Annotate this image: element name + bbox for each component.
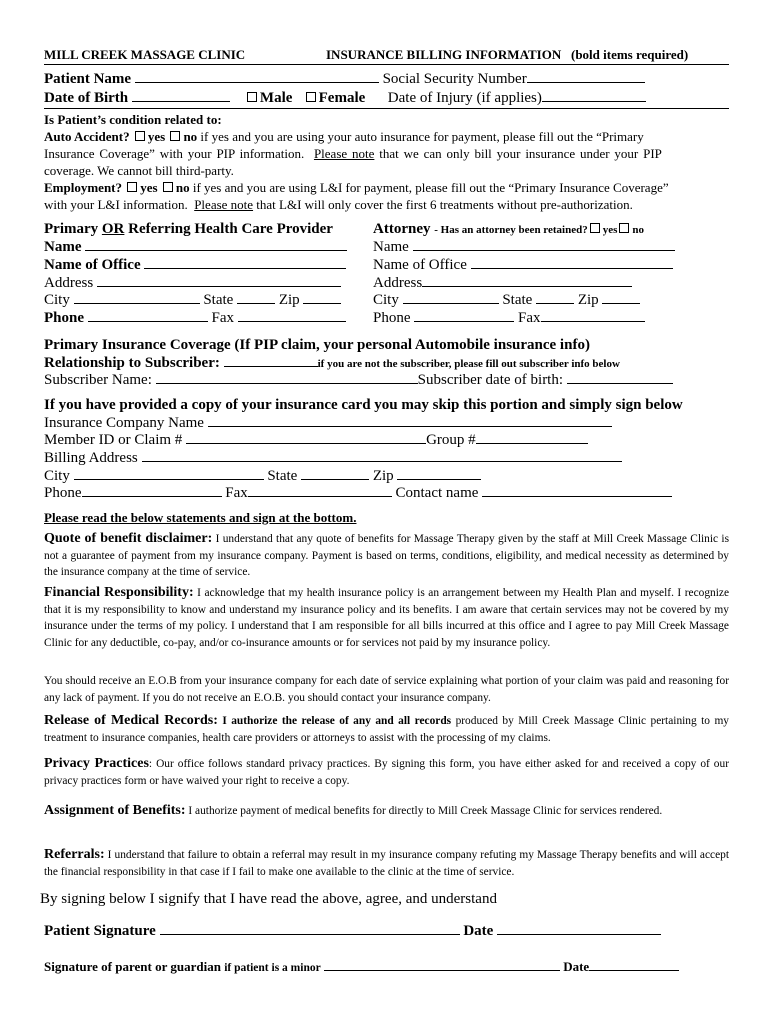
member-field[interactable] [186, 432, 426, 444]
member-label: Member ID or Claim # [44, 432, 183, 448]
attorney-phone-label: Phone [373, 310, 411, 326]
header-rule [44, 64, 729, 65]
contact-label: Contact name [395, 485, 479, 501]
guardian-signature-label: Signature of parent or guardian [44, 959, 221, 974]
patient-rule [44, 108, 729, 109]
clinic-name: MILL CREEK MASSAGE CLINIC [44, 47, 246, 62]
auto-instructions-2: Insurance Coverage” with your PIP information. Please note that we can only bill your insurance under your PIP [44, 146, 662, 161]
provider-heading: Primary OR Referring Health Care Provider [44, 221, 333, 237]
attorney-state-field[interactable] [536, 292, 574, 304]
provider-state-label: State [203, 292, 234, 308]
relationship-field[interactable] [224, 355, 318, 367]
patient-signature-label: Patient Signature [44, 923, 156, 939]
attorney-city-row [373, 292, 640, 309]
male-label: Male [259, 90, 293, 106]
relationship-row [44, 355, 620, 372]
provider-fax-field[interactable] [238, 310, 346, 322]
billing-label: Billing Address [44, 450, 138, 466]
provider-office-field[interactable] [144, 257, 346, 269]
attorney-office-field[interactable] [471, 257, 673, 269]
group-label: Group # [426, 432, 476, 448]
auto-accident-label: Auto Accident? [44, 129, 130, 144]
company-label: Insurance Company Name [44, 415, 204, 431]
patient-name-field[interactable] [135, 71, 379, 83]
dob-field[interactable] [132, 90, 230, 102]
coverage-heading: Primary Insurance Coverage (If PIP claim, your personal Automobile insurance info) [44, 337, 590, 353]
emp-instructions-1: if yes and you are using L&I for payment, please fill out the “Primary Insurance Coverage” [192, 180, 669, 195]
attorney-city-label: City [373, 292, 399, 308]
card-state-field[interactable] [301, 468, 369, 480]
attorney-phone-field[interactable] [414, 310, 514, 322]
attorney-fax-label: Fax [518, 310, 541, 326]
card-heading: If you have provided a copy of your insurance card you may skip this portion and simply sign below [44, 397, 683, 413]
auto-accident-row [44, 130, 729, 145]
ssn-field[interactable] [527, 71, 645, 83]
emp-yes-label: yes [140, 180, 158, 195]
card-fax-label: Fax [225, 485, 248, 501]
dob-label: Date of Birth [44, 90, 129, 106]
provider-name-field[interactable] [85, 239, 347, 251]
auto-instructions-1: if yes and you are using your auto insurance for payment, please fill out the “Primary [200, 129, 644, 144]
card-zip-label: Zip [372, 468, 394, 484]
card-phone-label: Phone [44, 485, 82, 501]
attorney-name-row [373, 239, 675, 256]
auto-no-label: no [183, 129, 198, 144]
provider-office-row [44, 257, 346, 274]
attorney-zip-field[interactable] [602, 292, 640, 304]
provider-name-label: Name [44, 239, 82, 255]
provider-office-label: Name of Office [44, 257, 141, 273]
billing-field[interactable] [142, 450, 622, 462]
ssn-label: Social Security Number [382, 71, 527, 87]
provider-phone-field[interactable] [88, 310, 208, 322]
card-phone-field[interactable] [82, 485, 222, 497]
attorney-phone-row [373, 310, 645, 327]
provider-city-field[interactable] [74, 292, 200, 304]
subscriber-name-field[interactable] [156, 372, 418, 384]
attorney-retained-question: - Has an attorney been retained? [434, 224, 588, 236]
attorney-no-checkbox[interactable] [619, 223, 629, 233]
provider-address-field[interactable] [97, 275, 341, 287]
provider-city-row [44, 292, 341, 309]
relationship-note: if you are not the subscriber, please fill out subscriber info below [317, 358, 620, 370]
financial-responsibility: Financial Responsibility: I acknowledge that my health insurance policy is an arrangement between my Health Plan and myself. I recognize that it is my responsibility to know and understand my insurance policy and its benefits. I am aware that certain services may not be covered by my insurance under the terms of my policy. I understand that I am responsible for all bills incurred at this office and I agree to pay Mill Creek Massage Clinic for any deductible, co-pay, and/or co-insurance amounts or for services not paid by my insurance policy. [44, 585, 729, 649]
attorney-state-label: State [502, 292, 533, 308]
attorney-office-row [373, 257, 673, 274]
attorney-yes-checkbox[interactable] [590, 223, 600, 233]
patient-name-label: Patient Name [44, 71, 132, 87]
provider-phone-row [44, 310, 346, 327]
patient-date-field[interactable] [497, 923, 661, 935]
card-state-label: State [267, 468, 298, 484]
card-fax-field[interactable] [248, 485, 392, 497]
male-checkbox[interactable] [247, 92, 257, 102]
auto-instructions-3: coverage. We cannot bill third-party. [44, 163, 234, 178]
injury-date-field[interactable] [542, 90, 646, 102]
card-city-row [44, 468, 481, 485]
subscriber-dob-field[interactable] [567, 372, 673, 384]
quote-disclaimer: Quote of benefit disclaimer: I understand that any quote of benefits for Massage Therapy given by the staff at Mill Creek Massage Clinic is not a guarantee of payment from my insurance company. Payment is based on terms, conditions, eligibility, and medical necessity as determined by the insurance company at the time of service. [44, 531, 729, 578]
auto-yes-checkbox[interactable] [135, 131, 145, 141]
attorney-city-field[interactable] [403, 292, 499, 304]
patient-date-label: Date [463, 923, 494, 939]
condition-heading: Is Patient’s condition related to: [44, 112, 222, 127]
agree-statement: By signing below I signify that I have read the above, agree, and understand [40, 891, 497, 907]
attorney-address-field[interactable] [422, 275, 632, 287]
attorney-address-label: Address [373, 275, 423, 291]
contact-field[interactable] [482, 485, 672, 497]
provider-fax-label: Fax [211, 310, 235, 326]
guardian-signature-row [44, 959, 679, 975]
provider-address-label: Address [44, 275, 94, 291]
relationship-label: Relationship to Subscriber: [44, 355, 220, 371]
card-phone-row [44, 485, 672, 502]
provider-address-row [44, 275, 341, 292]
guardian-date-field[interactable] [589, 959, 679, 971]
assignment-benefits: Assignment of Benefits: I authorize payment of medical benefits for directly to Mill Creek Massage Clinic for services rendered. [44, 803, 663, 818]
referrals: Referrals: I understand that failure to obtain a referral may result in my insurance company refuting my Massage Therapy benefits and will accept the financial responsibility in that case if I fail to make one available to the clinic at the time of service. [44, 847, 729, 878]
auto-yes-label: yes [147, 129, 166, 144]
provider-phone-label: Phone [44, 310, 85, 326]
attorney-heading: Attorney - Has an attorney been retained? yes no [373, 221, 645, 237]
emp-no-checkbox[interactable] [163, 182, 173, 192]
member-row [44, 432, 588, 449]
provider-name-row [44, 239, 347, 256]
employment-row [44, 181, 669, 196]
patient-signature-field[interactable] [160, 923, 460, 935]
attorney-address-row [373, 275, 632, 292]
eob-statement: You should receive an E.O.B from your insurance company for each date of service explaining what portion of your claim was paid and reasoning for any lack of payment. If you do not receive an E.O.B. you should contact your insurance company. [44, 675, 729, 704]
provider-state-field[interactable] [237, 292, 275, 304]
injury-date-label: Date of Injury (if applies) [387, 90, 542, 106]
read-statements-note: Please read the below statements and sign at the bottom. [44, 510, 357, 525]
auto-no-checkbox[interactable] [170, 131, 180, 141]
emp-instructions-2: with your L&I information. Please note that L&I will only cover the first 6 treatments without pre-authorization. [44, 197, 633, 212]
emp-please-note: Please note [194, 197, 254, 212]
attorney-name-label: Name [373, 239, 409, 255]
emp-yes-checkbox[interactable] [127, 182, 137, 192]
card-zip-field[interactable] [397, 468, 481, 480]
female-checkbox[interactable] [306, 92, 316, 102]
attorney-zip-label: Zip [577, 292, 599, 308]
emp-no-label: no [175, 180, 190, 195]
card-city-field[interactable] [74, 468, 264, 480]
guardian-date-label: Date [563, 959, 590, 974]
minor-note: if patient is a minor [224, 962, 321, 974]
privacy-practices: Privacy Practices: Our office follows standard privacy practices. By signing this form, you have either asked for and received a copy of our privacy practices form or have waived your right to receive a copy. [44, 756, 729, 787]
subscriber-row [44, 372, 673, 389]
company-field[interactable] [208, 415, 612, 427]
attorney-fax-field[interactable] [541, 310, 645, 322]
provider-city-label: City [44, 292, 70, 308]
attorney-office-label: Name of Office [373, 257, 467, 273]
subscriber-name-label: Subscriber Name: [44, 372, 152, 388]
release-records: Release of Medical Records: I authorize the release of any and all records produced by Mill Creek Massage Clinic pertaining to my treatment to insurance companies, health care providers or attorneys to assist with the processing of my claims. [44, 713, 729, 744]
employment-label: Employment? [44, 180, 122, 195]
card-city-label: City [44, 468, 70, 484]
billing-row [44, 450, 622, 467]
provider-zip-field[interactable] [303, 292, 341, 304]
female-label: Female [318, 90, 366, 106]
subscriber-dob-label: Subscriber date of birth: [417, 372, 564, 388]
patient-name-row [44, 71, 645, 88]
company-row [44, 415, 612, 432]
attorney-name-field[interactable] [413, 239, 675, 251]
required-note: (bold items required) [570, 47, 689, 62]
group-field[interactable] [476, 432, 588, 444]
guardian-signature-field[interactable] [324, 959, 560, 971]
dob-row [44, 90, 646, 107]
form-title: INSURANCE BILLING INFORMATION (bold items required) [326, 47, 689, 62]
provider-zip-label: Zip [278, 292, 300, 308]
auto-please-note: Please note [313, 146, 375, 161]
patient-signature-row [44, 923, 661, 940]
